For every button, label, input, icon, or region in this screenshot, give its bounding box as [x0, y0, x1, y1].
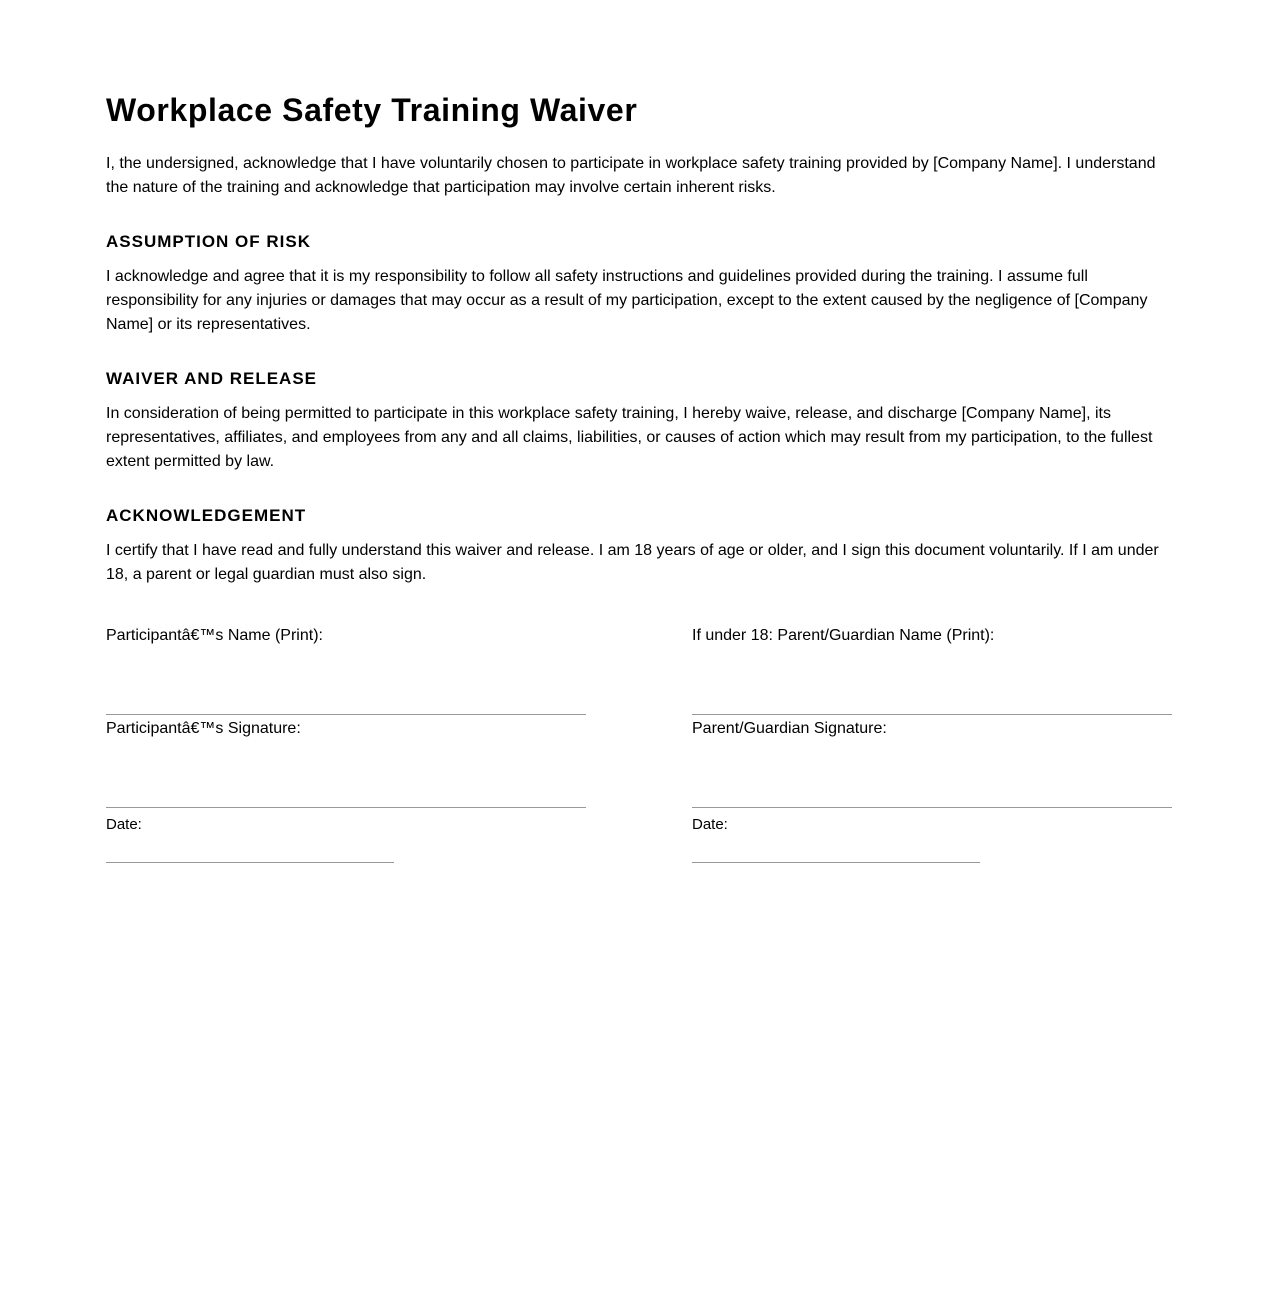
- participant-signature-line[interactable]: [106, 807, 586, 808]
- guardian-name-label: If under 18: Parent/Guardian Name (Print):: [692, 627, 995, 644]
- guardian-date-label: Date:: [692, 816, 728, 833]
- participant-date-label: Date:: [106, 816, 142, 833]
- intro-paragraph: I, the undersigned, acknowledge that I have voluntarily chosen to participate in workplace safety training provided by [Company Name]. I understand the nature of the training and acknowledge that participation may involve certain inherent risks.: [106, 155, 1156, 196]
- participant-date-line[interactable]: [106, 862, 394, 863]
- guardian-name-line[interactable]: [692, 714, 1172, 715]
- guardian-signature-line[interactable]: [692, 807, 1172, 808]
- section-body-assumption-of-risk: I acknowledge and agree that it is my responsibility to follow all safety instructions and guidelines provided during the training. I assume full responsibility for any injuries or damages that may occur as a result of my participation, except to the extent caused by the negligence of [Company Name] or its representatives.: [106, 268, 1148, 333]
- document-title: Workplace Safety Training Waiver: [106, 92, 638, 128]
- participant-signature-label: Participantâ€™s Signature:: [106, 720, 301, 737]
- section-heading-acknowledgement: ACKNOWLEDGEMENT: [106, 506, 307, 525]
- guardian-date-line[interactable]: [692, 862, 980, 863]
- participant-name-line[interactable]: [106, 714, 586, 715]
- section-body-acknowledgement: I certify that I have read and fully understand this waiver and release. I am 18 years of age or older, and I sign this document voluntarily. If I am under 18, a parent or legal guardian must also sign.: [106, 542, 1159, 583]
- guardian-signature-label: Parent/Guardian Signature:: [692, 720, 887, 737]
- section-heading-waiver-and-release: WAIVER AND RELEASE: [106, 369, 318, 388]
- section-heading-assumption-of-risk: ASSUMPTION OF RISK: [106, 232, 312, 251]
- participant-name-label: Participantâ€™s Name (Print):: [106, 627, 323, 644]
- section-body-waiver-and-release: In consideration of being permitted to participate in this workplace safety training, I hereby waive, release, and discharge [Company Name], its representatives, affiliates, and employees from any and all claims, liabilities, or causes of action which may result from my participation, to the fullest extent permitted by law.: [106, 405, 1153, 470]
